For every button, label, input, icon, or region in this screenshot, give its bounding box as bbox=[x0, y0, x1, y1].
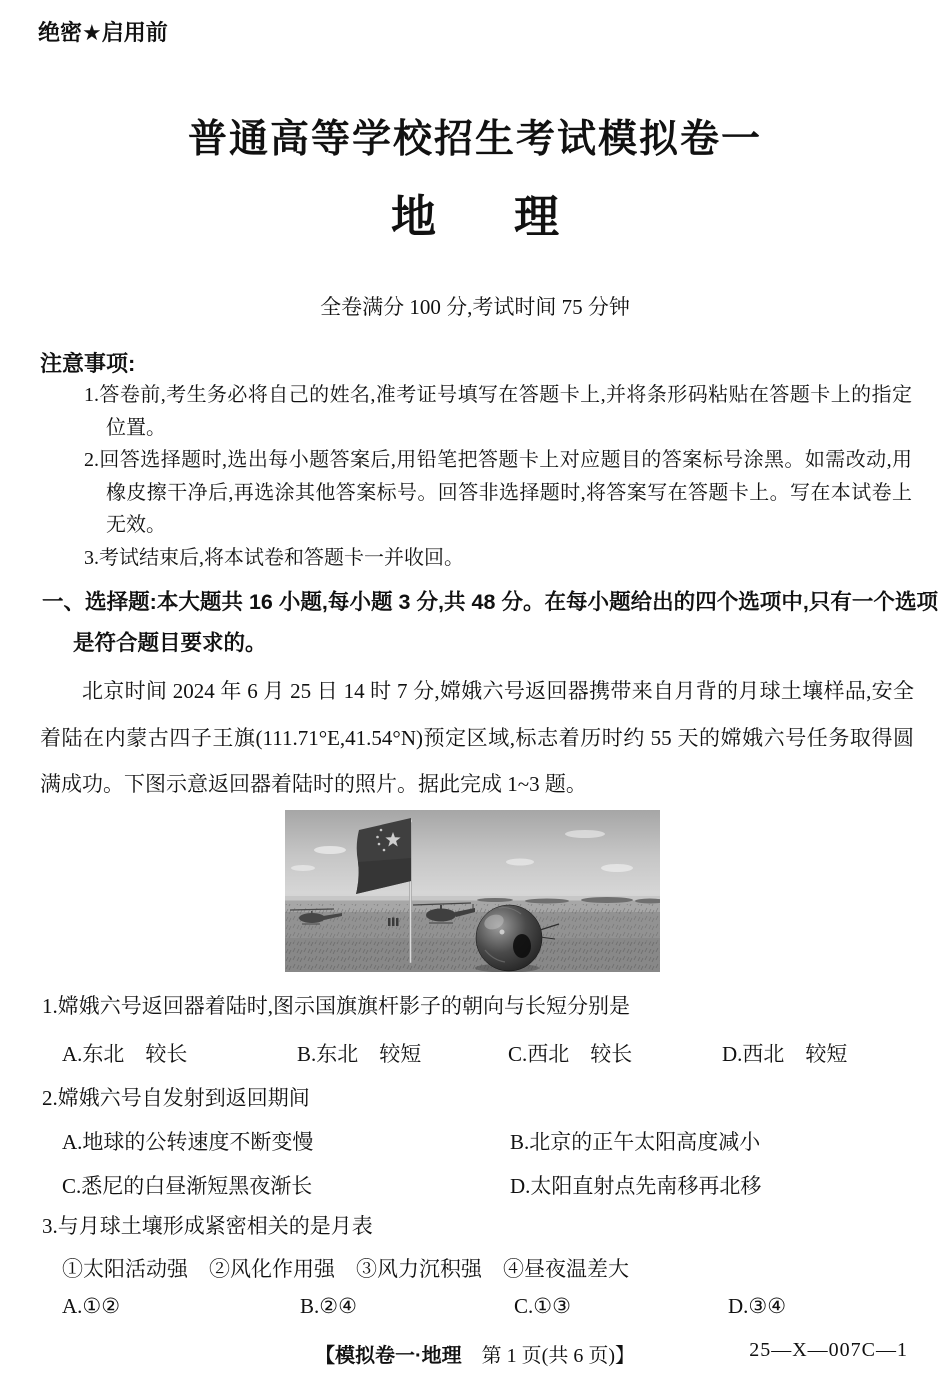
question-1-option-c: C.西北 较长 bbox=[508, 1042, 633, 1066]
question-2-stem: 2.嫦娥六号自发射到返回期间 bbox=[42, 1086, 310, 1110]
notice-item-2: 2.回答选择题时,选出每小题答案后,用铅笔把答题卡上对应题目的答案标号涂黑。如需改动,用橡皮擦干净后,再选涂其他答案标号。回答非选择题时,将答案写在答题卡上。写在本试卷上无效。 bbox=[84, 449, 912, 536]
notice-item-1: 1.答卷前,考生务必将自己的姓名,准考证号填写在答题卡上,并将条形码粘贴在答题卡上的指定位置。 bbox=[84, 384, 912, 439]
question-3-stem: 3.与月球土壤形成紧密相关的是月表 bbox=[42, 1214, 373, 1238]
question-2-option-c: C.悉尼的白昼渐短黑夜渐长 bbox=[62, 1174, 313, 1198]
chinese-flag bbox=[356, 818, 411, 894]
exam-info: 全卷满分 100 分,考试时间 75 分钟 bbox=[320, 295, 630, 319]
question-3-option-b: B.②④ bbox=[300, 1294, 357, 1318]
footer-paper-name: 【模拟卷一·地理 bbox=[315, 1345, 462, 1367]
question-2-option-d: D.太阳直射点先南移再北移 bbox=[510, 1174, 762, 1198]
subject-title-text: 地理 bbox=[390, 191, 637, 242]
question-1-option-a: A.东北 较长 bbox=[62, 1042, 188, 1066]
subject-title bbox=[0, 180, 950, 245]
classified-label: 绝密★启用前 bbox=[38, 20, 168, 45]
question-2-options-row-1 bbox=[0, 1126, 950, 1156]
question-3-option-c: C.①③ bbox=[514, 1294, 571, 1318]
footer-paper-code: 25—X—007C—1 bbox=[749, 1339, 908, 1361]
sky bbox=[285, 810, 660, 902]
notice-item-3: 3.考试结束后,将本试卷和答题卡一并收回。 bbox=[84, 546, 464, 569]
footer-page-number: 第 1 页(共 6 页)】 bbox=[461, 1345, 635, 1367]
notice-heading: 注意事项: bbox=[40, 351, 136, 376]
question-3-option-d: D.③④ bbox=[728, 1294, 787, 1318]
question-3-options bbox=[0, 1294, 950, 1324]
section-one-heading: 一、选择题:本大题共 16 小题,每小题 3 分,共 48 分。在每小题给出的四个选项中,只有一个选项是符合题目要求的。 bbox=[42, 590, 938, 655]
rescue-personnel bbox=[388, 918, 399, 927]
notice-list bbox=[84, 379, 912, 574]
question-2-option-b: B.北京的正午太阳高度减小 bbox=[510, 1130, 761, 1154]
question-3-sub-options: ①太阳活动强 ②风化作用强 ③风力沉积强 ④昼夜温差大 bbox=[62, 1257, 629, 1281]
question-1-option-b: B.东北 较短 bbox=[297, 1042, 422, 1066]
question-3-option-a: A.①② bbox=[62, 1294, 121, 1318]
question-2-options-row-2 bbox=[0, 1170, 950, 1200]
question-2-option-a: A.地球的公转速度不断变慢 bbox=[62, 1130, 314, 1154]
landing-photo-illustration bbox=[285, 810, 660, 972]
landing-photo bbox=[285, 810, 660, 972]
paper-title: 普通高等学校招生考试模拟卷一 bbox=[187, 118, 762, 161]
question-1-stem: 1.嫦娥六号返回器着陆时,图示国旗旗杆影子的朝向与长短分别是 bbox=[42, 994, 630, 1018]
question-1-options bbox=[0, 1038, 950, 1068]
question-1-option-d: D.西北 较短 bbox=[722, 1042, 848, 1066]
page-footer bbox=[0, 1339, 950, 1369]
stimulus-paragraph: 北京时间 2024 年 6 月 25 日 14 时 7 分,嫦娥六号返回器携带来自月背的月球土壤样品,安全着陆在内蒙古四子王旗(111.71°E,41.54°N)预定区域,标志着历时约 55 天的嫦娥六号任务取得圆满成功。下图示意返回器着陆时的照片。据此完成 1~3 题。 bbox=[40, 679, 914, 796]
